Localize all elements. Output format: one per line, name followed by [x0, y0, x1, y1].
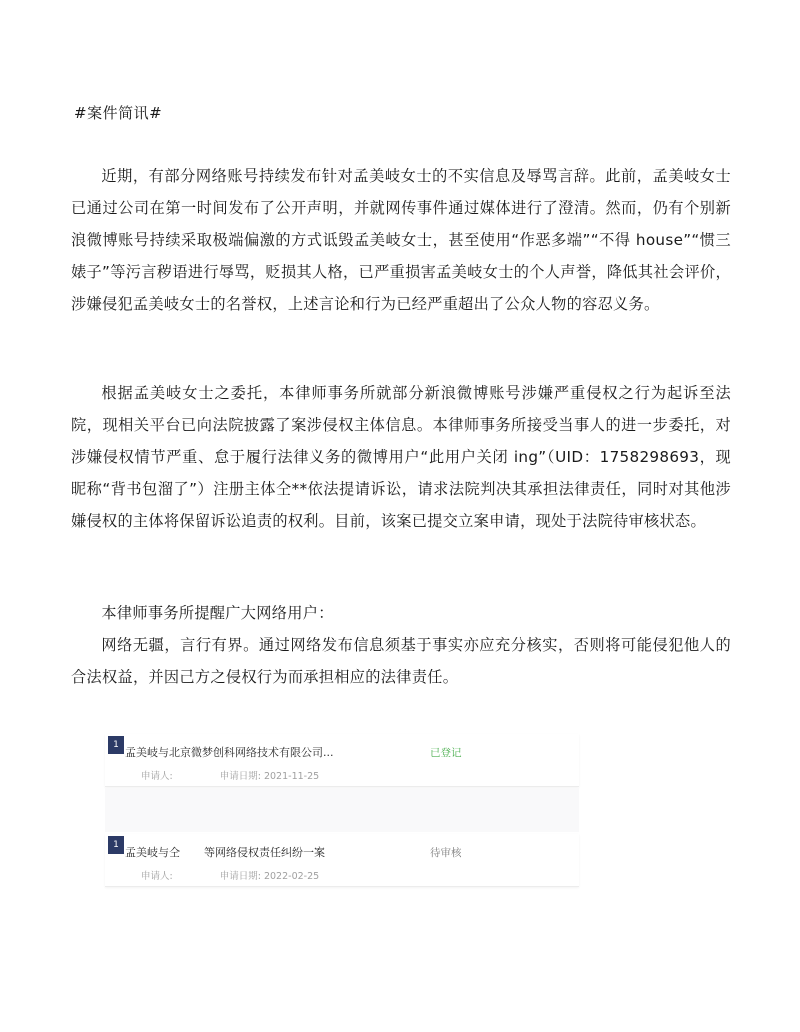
case-record-row	[105, 834, 579, 887]
record-title-part: 等网络侵权责任纠纷一案	[204, 846, 325, 859]
case-brief-heading: #案件简讯#	[74, 104, 163, 122]
record-meta	[141, 868, 319, 882]
date-label: 申请日期:	[219, 871, 261, 882]
record-meta	[141, 768, 319, 782]
case-record-row	[105, 734, 579, 787]
record-status: 已登记	[430, 747, 462, 759]
record-separator	[105, 788, 579, 832]
paragraph-background: 近期，有部分网络账号持续发布针对孟美岐女士的不实信息及辱骂言辞。此前，孟美岐女士已通过公司在第一时间发布了公开声明，并就网传事件通过媒体进行了澄清。然而，仍有个别新浪微博账号持续采取极端偏激的方式诋毁孟美岐女士，甚至使用“作恶多端”“不得 house”“惯三婊子”等污言秽语进行辱骂，贬损其人格，已严重损害孟美岐女士的个人声誉，降低其社会评价，涉嫌侵犯孟美岐女士的名誉权，上述言论和行为已经严重超出了公众人物的容忍义务。	[71, 167, 731, 313]
record-title	[125, 844, 325, 860]
record-title-part: 孟美岐与仝	[125, 846, 180, 859]
paragraph-reminder-lead: 本律师事务所提醒广大网络用户：	[101, 604, 334, 622]
applicant-label: 申请人:	[141, 871, 173, 882]
record-date: 2022-02-25	[263, 871, 320, 882]
paragraph-reminder-body: 网络无疆，言行有界。通过网络发布信息须基于事实亦应充分核实，否则将可能侵犯他人的合法权益，并因己方之侵权行为而承担相应的法律责任。	[71, 636, 731, 686]
record-index-badge: 1	[108, 836, 124, 854]
record-title	[125, 744, 334, 760]
record-index-badge: 1	[108, 736, 124, 754]
date-label: 申请日期:	[219, 771, 261, 782]
record-date: 2021-11-25	[263, 771, 320, 782]
case-record-screenshot	[105, 726, 579, 894]
applicant-label: 申请人:	[141, 771, 173, 782]
record-status: 待审核	[430, 847, 462, 859]
paragraph-lawsuit: 根据孟美岐女士之委托，本律师事务所就部分新浪微博账号涉嫌严重侵权之行为起诉至法院，现相关平台已向法院披露了案涉侵权主体信息。本律师事务所接受当事人的进一步委托，对涉嫌侵权情节严重、怠于履行法律义务的微博用户“此用户关闭 ing”（UID：1758298693，现昵称“背书包溜了”）注册主体仝**依法提请诉讼，请求法院判决其承担法律责任，同时对其他涉嫌侵权的主体将保留诉讼追责的权利。目前，该案已提交立案申请，现处于法院待审核状态。	[71, 384, 731, 530]
record-title-part: 孟美岐与北京微梦创科网络技术有限公司...	[125, 746, 334, 759]
